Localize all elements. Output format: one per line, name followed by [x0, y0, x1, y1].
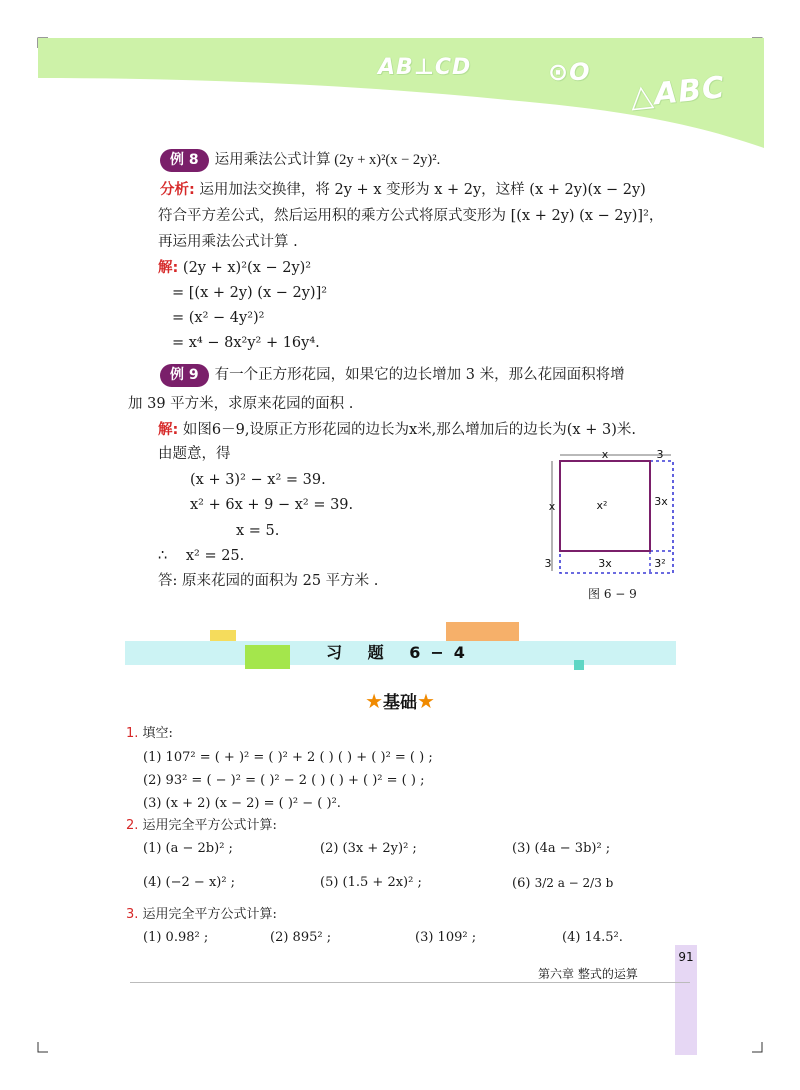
label-corner: 3²	[654, 557, 666, 570]
footer-rule	[130, 982, 690, 983]
q2-number: 2.	[126, 818, 139, 833]
page-number: 91	[678, 950, 694, 964]
chapter-footer: 第六章 整式的运算	[538, 967, 638, 981]
q2-item-6	[512, 866, 613, 901]
example8-analysis-l3: 再运用乘法公式计算 .	[158, 234, 298, 250]
q1-title-text: 填空:	[142, 726, 173, 741]
example8-statement	[160, 149, 440, 172]
q2-item: (5) (1.5 + 2x)² ;	[320, 875, 422, 890]
q2-title-text: 运用完全平方公式计算:	[142, 818, 277, 833]
example9-badge: 例 9	[160, 364, 209, 387]
q1-number: 1.	[126, 726, 139, 741]
header-deco-perpendicular: AB⊥CD	[378, 55, 472, 80]
q1-title	[126, 725, 173, 743]
example9-solution-line-1: 如图6－9,设原正方形花园的边长为x米,那么增加后的边长为(x + 3)米.	[182, 422, 636, 438]
label-bottom-3: 3	[544, 557, 552, 570]
q3-title	[126, 906, 277, 924]
example8-solution-l3: = (x² − 4y²)²	[172, 310, 265, 326]
q3-item: (3) 109² ;	[415, 930, 477, 945]
example9-solution-l2: 由题意，得	[158, 446, 231, 462]
label-bottom-3x: 3x	[598, 557, 612, 570]
example8-solution-l4: = x⁴ − 8x²y² + 16y⁴.	[172, 335, 320, 351]
example8-analysis-l2: 符合平方差公式，然后运用积的乘方公式将原式变形为 [(x + 2y) (x − 2y)]²，	[158, 208, 664, 224]
analysis-line-1: 运用加法交换律，将 2y + x 变形为 x + 2y，这样 (x + 2y)(x − 2y)	[199, 182, 646, 198]
label-top-x: x	[601, 448, 609, 461]
star-icon: ★	[365, 689, 383, 713]
q2-item: (1) (a − 2b)² ;	[143, 841, 233, 856]
header-deco-circle: ⊙O	[548, 58, 591, 86]
example8-badge: 例 8	[160, 149, 209, 172]
deco-block-orange	[446, 622, 519, 642]
example8-solution-l1	[158, 258, 311, 278]
example9-eq1: (x + 3)² − x² = 39.	[190, 472, 326, 488]
q1-part-b: (2) 93² = ( − )² = ( )² − 2 ( ) ( ) + ( )² = ( ) ;	[143, 773, 425, 788]
example8-analysis-l1	[160, 180, 646, 200]
solution-label: 解:	[158, 260, 179, 276]
example9-eq2: x² + 6x + 9 − x² = 39.	[190, 497, 354, 513]
figure-6-9	[538, 445, 683, 580]
q2-6-expression: 3/2 a − 2/3 b	[534, 876, 614, 890]
q1-part-a: (1) 107² = ( + )² = ( )² + 2 ( ) ( ) + ( )² = ( ) ;	[143, 750, 433, 765]
example9-solution-l1	[158, 420, 636, 440]
q3-number: 3.	[126, 907, 139, 922]
example9-eq4	[158, 546, 244, 566]
example9-statement-l2: 加 39 平方米，求原来花园的面积 .	[128, 396, 354, 412]
example9-eq4-text: x² = 25.	[185, 548, 245, 564]
q1-part-c: (3) (x + 2) (x − 2) = ( )² − ( )².	[143, 796, 341, 811]
analysis-label: 分析:	[160, 182, 195, 198]
example9-statement-l1	[160, 364, 625, 387]
subheading-basic	[300, 688, 500, 713]
star-icon: ★	[417, 689, 435, 713]
example8-solution-l2: = [(x + 2y) (x − 2y)]²	[172, 285, 328, 301]
figure-caption: 图 6 − 9	[588, 587, 637, 601]
q2-item: (4) (−2 − x)² ;	[143, 875, 236, 890]
q3-title-text: 运用完全平方公式计算:	[142, 907, 277, 922]
q3-item: (2) 895² ;	[270, 930, 332, 945]
exercise-title: 习 题 6−4	[326, 643, 475, 662]
example9-solution-label: 解:	[158, 422, 179, 438]
example9-eq3: x = 5.	[236, 523, 280, 539]
subheading-text: 基础	[383, 693, 417, 713]
q2-title	[126, 817, 277, 835]
q2-item: (2) (3x + 2y)² ;	[320, 841, 417, 856]
example8-text: 运用乘法公式计算 (2y + x)²(x − 2y)².	[214, 152, 441, 168]
q2-6-prefix: (6)	[512, 876, 531, 891]
example9-answer: 答: 原来花园的面积为 25 平方米 .	[158, 573, 379, 589]
q3-item: (1) 0.98² ;	[143, 930, 209, 945]
label-top-3: 3	[656, 448, 664, 461]
label-center: x²	[596, 499, 608, 512]
example9-text-l1: 有一个正方形花园，如果它的边长增加 3 米，那么花园面积将增	[214, 367, 625, 383]
q2-item: (3) (4a − 3b)² ;	[512, 841, 611, 856]
header-deco-triangle: △ABC	[628, 70, 727, 115]
q3-item: (4) 14.5².	[562, 930, 623, 945]
label-right-3x: 3x	[654, 495, 668, 508]
solution-line-1: (2y + x)²(x − 2y)²	[182, 260, 312, 276]
therefore-symbol: ∴	[158, 548, 168, 564]
label-left-x: x	[548, 500, 556, 513]
